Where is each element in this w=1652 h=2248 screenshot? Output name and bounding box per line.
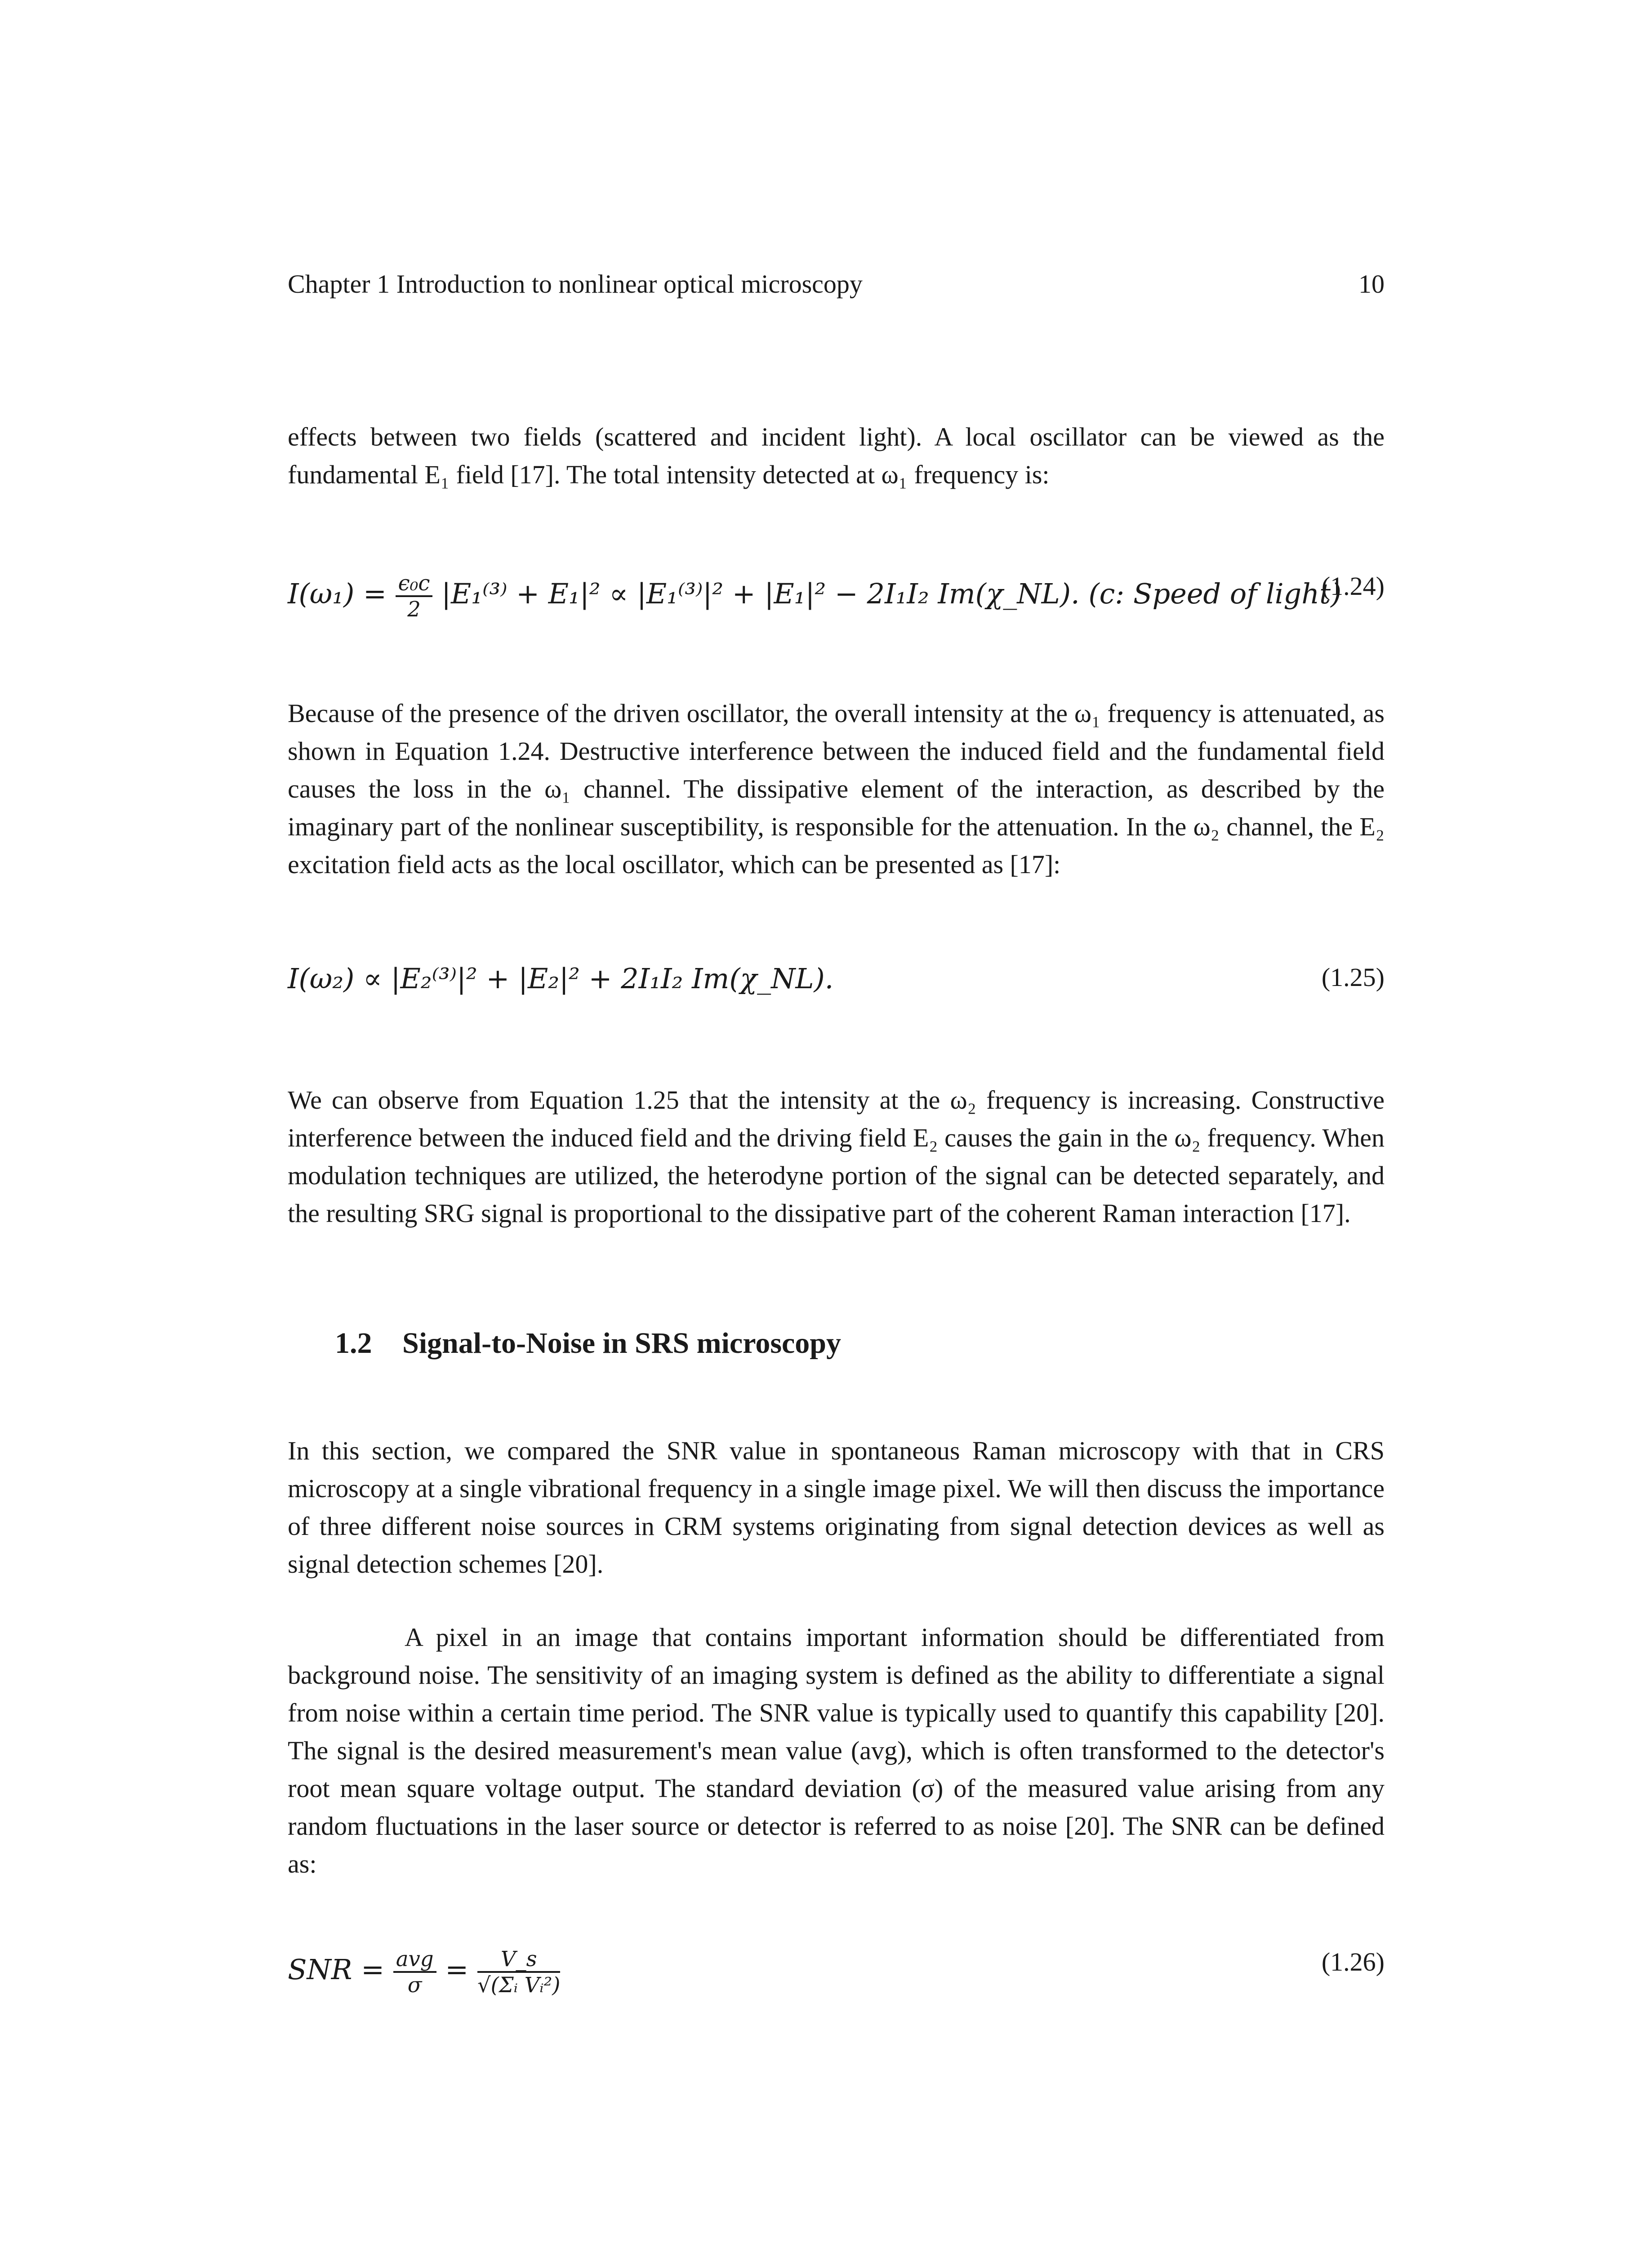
equation-1-24 — [288, 571, 1385, 638]
paragraph-4: In this section, we compared the SNR value in spontaneous Raman microscopy with that in CRS microscopy at a single vibrational frequency in a single image pixel. We will then discuss the importance of three different noise sources in CRM systems originating from signal detection devices as well as signal detection schemes [20]. — [288, 1436, 1385, 1579]
paragraph-1: effects between two fields (scattered and incident light). A local oscillator can be viewed as the fundamental E₁ field [17]. The total intensity detected at ω₁ frequency is: — [288, 422, 1385, 489]
equation-1-25-expression: I(ω₂) ∝ |E₂⁽³⁾|² + |E₂|² + 2I₁I₂ Im(χ_NL). — [288, 962, 834, 995]
fraction: $\frac{V\_s}{\text{√(Σᵢ Vᵢ²)}}$ — [477, 1947, 561, 1997]
section-number: 1.2 — [335, 1327, 372, 1360]
paragraph-3: We can observe from Equation 1.25 that the intensity at the ω₂ frequency is increasing. Constructive interference between the induced field and the driving field E₂ causes the gain in the ω₂ frequency. When modulation techniques are utilized, the heterodyne portion of the signal can be detected separately, and the resulting SRG signal is proportional to the dissipative part of the coherent Raman interaction [17]. — [288, 1085, 1385, 1228]
equation-1-24-expression: I(ω₁) = $\frac{\text{ϵ₀c}}{2}$ |E₁⁽³⁾ + E₁|² ∝ |E₁⁽³⁾|² + |E₁|² − 2I₁I₂ Im(χ_NL). (c: Speed of light) — [288, 571, 1342, 621]
equation-1-26-expression: SNR = $\frac{\text{avg}}{\sigma}$ = $\frac{V\_s}{\text{√(Σᵢ Vᵢ²)}}$ — [288, 1947, 561, 1997]
equation-1-26 — [288, 1947, 1385, 2050]
paragraph-2: Because of the presence of the driven oscillator, the overall intensity at the ω₁ frequency is attenuated, as shown in Equation 1.24. Destructive interference between the induced field and the fundamental field causes the loss in the ω₁ channel. The dissipative element of the interaction, as described by the imaginary part of the nonlinear susceptibility, is responsible for the attenuation. In the ω₂ channel, the E₂ excitation field acts as the local oscillator, which can be presented as [17]: — [288, 699, 1385, 879]
paragraph-5: A pixel in an image that contains important information should be differentiated from background noise. The sensitivity of an imaging system is defined as the ability to differentiate a signal from noise within a certain time period. The SNR value is typically used to quantify this capability [20]. The signal is the desired measurement's mean value (avg), which is often transformed to the detector's root mean square voltage output. The standard deviation (σ) of the measured value arising from any random fluctuations in the laser source or detector is referred to as noise [20]. The SNR can be defined as: — [288, 1623, 1385, 1878]
running-header — [288, 269, 1385, 309]
section-title: Signal-to-Noise in SRS microscopy — [402, 1327, 842, 1360]
fraction: $\frac{\text{ϵ₀c}}{2}$ — [396, 571, 433, 621]
section-heading — [335, 1326, 841, 1360]
equation-number: (1.26) — [1321, 1947, 1385, 1976]
page-number: 10 — [1358, 269, 1385, 299]
fraction: $\frac{\text{avg}}{\sigma}$ — [393, 1947, 436, 1997]
chapter-title: Chapter 1 Introduction to nonlinear optical microscopy — [288, 269, 863, 299]
equation-number: (1.25) — [1321, 963, 1385, 992]
equation-number: (1.24) — [1321, 571, 1385, 601]
equation-1-25 — [288, 962, 1385, 1030]
